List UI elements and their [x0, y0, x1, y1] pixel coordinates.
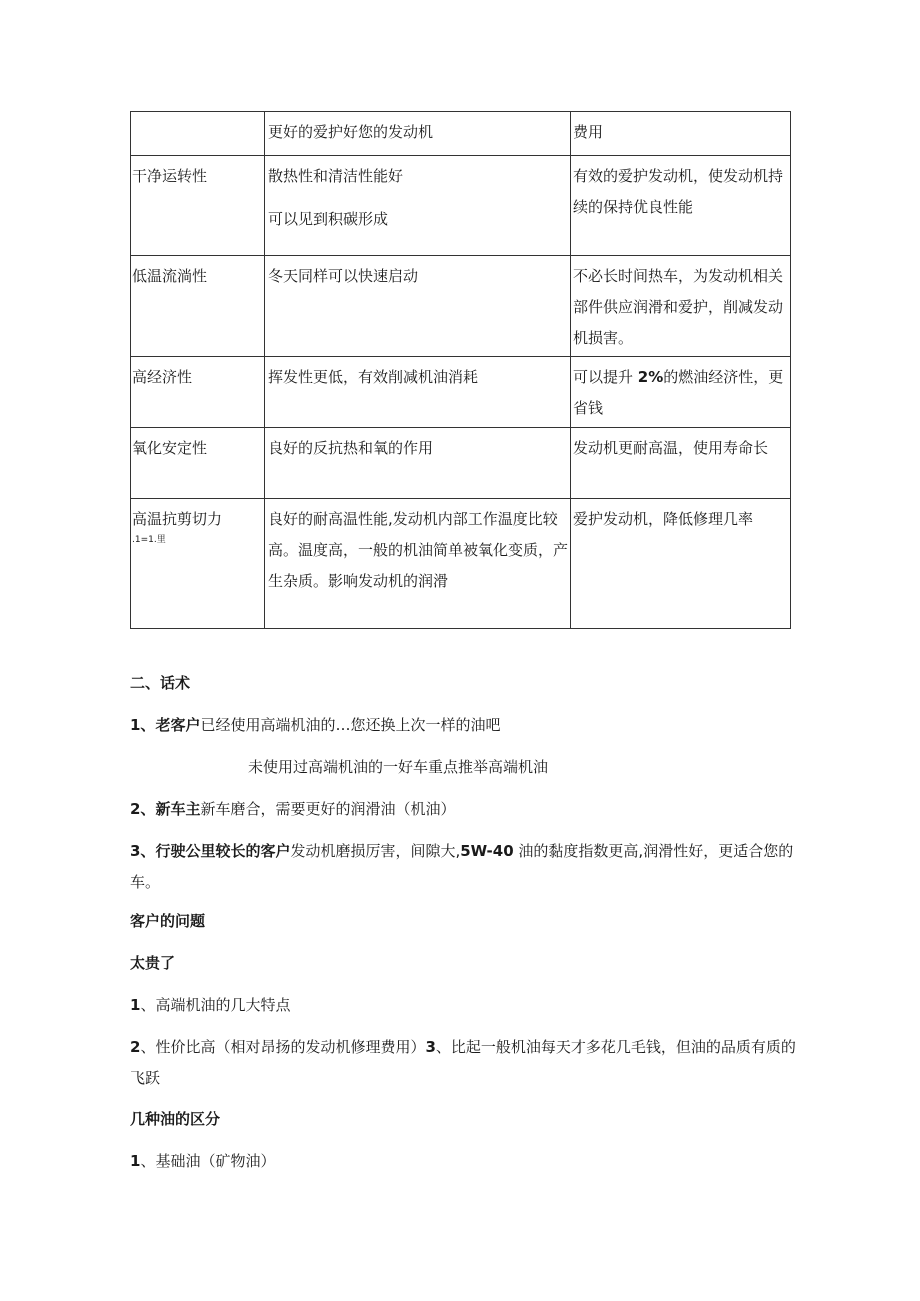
- row-result: 发动机更耐高温，使用寿命长: [571, 428, 791, 499]
- section-heading: [130, 1104, 800, 1135]
- item-label: 新车主: [155, 800, 201, 818]
- section-subheading: [130, 948, 800, 979]
- item-number: 2、: [130, 800, 156, 818]
- result-text: 可以提升: [573, 368, 638, 386]
- section-heading-text: 客户的问题: [130, 912, 206, 930]
- row-name: 低温流淌性: [131, 256, 265, 357]
- item-text: 油的黏度指数更高,润滑性好，更适合您的车。: [130, 842, 794, 891]
- row-name: 干净运转性: [131, 156, 265, 256]
- table-row: [131, 357, 791, 428]
- item-number: 3: [425, 1038, 436, 1056]
- section-subheading-text: 太贵了: [130, 954, 176, 972]
- row-result: 不必长时间热车，为发动机相关部件供应润滑和爱护，削减发动机损害。: [571, 256, 791, 357]
- result-text: 的燃油经济性，更省钱: [573, 368, 784, 417]
- item-text: 、比起一般机油每天才多花几毛钱，但油的品质有质的飞跃: [130, 1038, 796, 1087]
- paragraph: [130, 710, 800, 741]
- row-result: 有效的爱护发动机，使发动机持续的保持优良性能: [571, 156, 791, 256]
- feature-table: [130, 111, 791, 629]
- row-benefit-line: 散热性和清洁性能好: [268, 167, 404, 185]
- result-percent: 2%: [637, 368, 664, 386]
- row-benefit: 冬天同样可以快速启动: [265, 256, 571, 357]
- row-result: 爱护发动机，降低修理几率: [571, 499, 791, 629]
- row-benefit: [265, 156, 571, 256]
- row-benefit: 良好的反抗热和氧的作用: [265, 428, 571, 499]
- row-name: 氧化安定性: [131, 428, 265, 499]
- section-heading-text: 二、话术: [130, 674, 191, 692]
- item-text: 已经使用高端机油的…您还换上次一样的油吧: [200, 716, 501, 734]
- row-benefit-line: 可以见到积碳形成: [268, 210, 389, 228]
- item-number: 1: [130, 1152, 141, 1170]
- item-number: 1: [130, 996, 141, 1014]
- paragraph: [130, 990, 800, 1021]
- header-cell-benefit: 更好的爱护好您的发动机: [265, 112, 571, 156]
- item-text: 、高端机油的几大特点: [140, 996, 291, 1014]
- row-benefit: 挥发性更低，有效削减机油消耗: [265, 357, 571, 428]
- item-number: 1、: [130, 716, 156, 734]
- table-row: [131, 428, 791, 499]
- item-text: 发动机磨损厉害，间隙大,: [290, 842, 461, 860]
- row-benefit: 良好的耐高温性能,发动机内部工作温度比较高。温度高，一般的机油简单被氧化变质，产生杂质。影响发动机的润滑: [265, 499, 571, 629]
- table-row: [131, 156, 791, 256]
- item-text: 、基础油（矿物油）: [140, 1152, 276, 1170]
- item-text: 、性价比高（相对昂扬的发动机修理费用）: [140, 1038, 426, 1056]
- paragraph: [130, 794, 800, 825]
- table-header-row: [131, 112, 791, 156]
- row-result: [571, 357, 791, 428]
- paragraph: [130, 752, 800, 783]
- row-name-text: 高温抗剪切力: [132, 510, 223, 528]
- section-heading: [130, 906, 800, 937]
- section-heading: [130, 668, 800, 699]
- table-row: [131, 256, 791, 357]
- item-text: 新车磨合，需要更好的润滑油（机油）: [200, 800, 456, 818]
- table-row: [131, 499, 791, 629]
- paragraph: [130, 1146, 800, 1177]
- item-number: 2: [130, 1038, 141, 1056]
- header-cell-cost: 费用: [571, 112, 791, 156]
- item-subtext: 未使用过高端机油的一好车重点推举高端机油: [248, 758, 549, 776]
- item-label: 行驶公里较长的客户: [155, 842, 291, 860]
- item-label: 老客户: [155, 716, 201, 734]
- paragraph: [130, 836, 800, 898]
- row-name: 高经济性: [131, 357, 265, 428]
- item-number: 3、: [130, 842, 156, 860]
- row-note: .1=1.里: [132, 535, 166, 545]
- oil-grade: 5W-40: [460, 842, 514, 860]
- header-cell-empty: [131, 112, 265, 156]
- row-name: [131, 499, 265, 629]
- paragraph: [130, 1032, 800, 1094]
- section-heading-text: 几种油的区分: [130, 1110, 221, 1128]
